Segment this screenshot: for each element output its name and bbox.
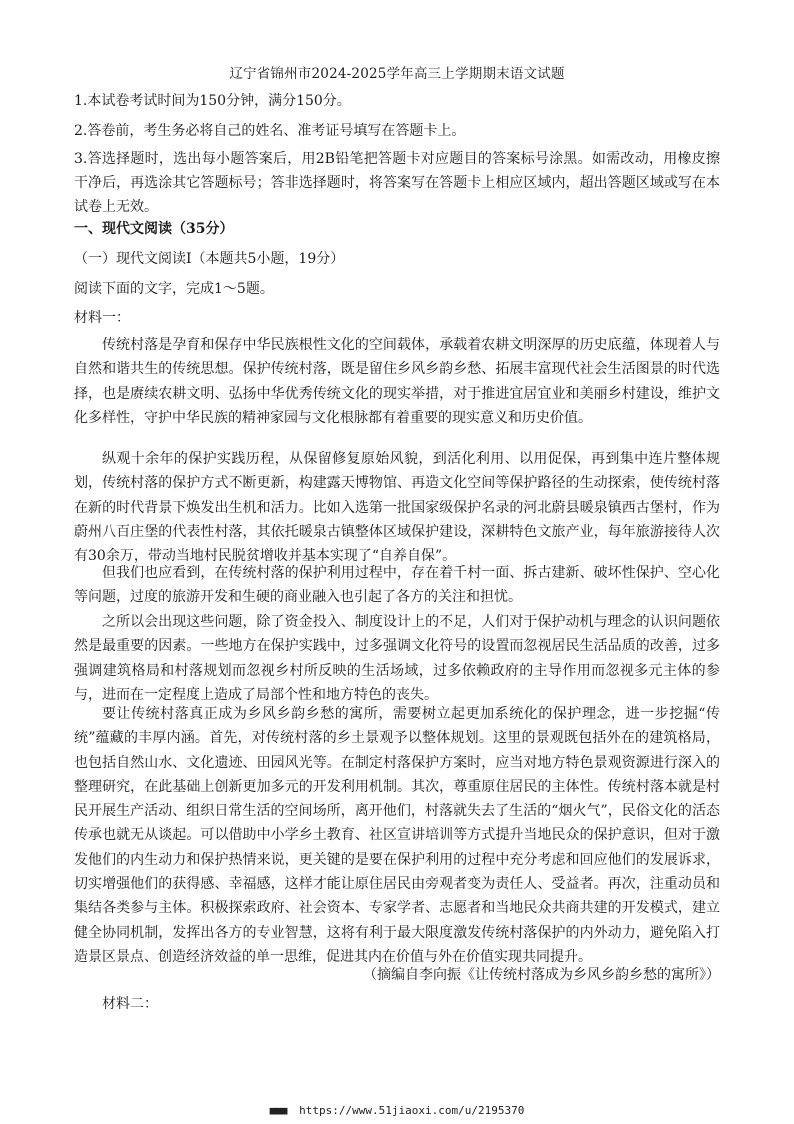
reading-prompt: 阅读下面的文字，完成1～5题。	[74, 281, 274, 297]
paragraph-1: 传统村落是孕育和保存中华民族根性文化的空间载体，承载着农耕文明深厚的历史底蕴，体现着人与自然和谐共生的传统思想。保护传统村落，既是留住乡风乡韵乡愁、拓展丰富现代社会生活图景的时代选择，也是赓续农耕文明、弘扬中华优秀传统文化的现实举措，对于推进宜居宜业和美丽乡村建设，维护文化多样性，守护中华民族的精神家园与文化根脉都有着重要的现实意义和历史价值。	[74, 337, 720, 426]
instruction-3: 3.答选择题时，选出每小题答案后，用2B铅笔把答题卡对应题目的答案标号涂黑。如需改动，用橡皮擦干净后，再选涂其它答题标号；答非选择题时，将答案写在答题卡上相应区域内，超出答题区域或写在本试卷上无效。	[74, 151, 720, 215]
material-2-label: 材料二：	[102, 996, 158, 1012]
footer-url[interactable]: https://www.51jiaoxi.com/u/2195370	[299, 1104, 525, 1117]
instruction-1: 1.本试卷考试时间为150分钟，满分150分。	[74, 93, 351, 109]
subsection-heading: （一）现代文阅读Ⅰ（本题共5小题，19分）	[74, 251, 345, 267]
section-heading: 一、现代文阅读（35分）	[74, 221, 234, 237]
paragraph-5: 要让传统村落真正成为乡风乡韵乡愁的寓所，需要树立起更加系统化的保护理念，进一步挖掘“传统”蕴藏的丰厚内涵。首先，对传统村落的乡土景观予以整体规划。这里的景观既包括外在的建筑格局，也包括自然山水、文化遗迹、田园风光等。在制定村落保护方案时，应当对地方特色景观资源进行深入的整理研究，在此基础上创新更加多元的开发利用机制。其次，尊重原住居民的主体性。传统村落本就是村民开展生产活动、组织日常生活的空间场所，离开他们，村落就失去了生活的“烟火气”，民俗文化的活态传承也就无从谈起。可以借助中小学乡土教育、社区宣讲培训等方式提升当地民众的保护意识，但对于激发他们的内生动力和保护热情来说，更关键的是要在保护利用的过程中充分考虑和回应他们的发展诉求，切实增强他们的获得感、幸福感，这样才能让原住居民由旁观者变为责任人、受益者。再次，注重动员和集结各类参与主体。积极探索政府、社会资本、专家学者、志愿者和当地民众共商共建的开发模式，建立健全协同机制，发挥出各方的专业智慧，这将有利于最大限度激发传统村落保护的内外动力，避免陷入打造景区景点、创造经济效益的单一思维，促进其内在价值与外在价值实现共同提升。	[74, 706, 720, 965]
footer-decoration: ■■■	[269, 1104, 287, 1117]
page-footer	[0, 1104, 794, 1117]
material-1-label: 材料一：	[74, 310, 130, 326]
paragraph-4: 之所以会出现这些问题，除了资金投入、制度设计上的不足，人们对于保护动机与理念的认识问题依然是最重要的因素。一些地方在保护实践中，过多强调文化符号的设置而忽视居民生活品质的改善，过多强调建筑格局和村落规划而忽视乡村所反映的生活场域，过多依赖政府的主导作用而忽视多元主体的参与，进而在一定程度上造成了局部个性和地方特色的丧失。	[74, 614, 720, 703]
paragraph-2: 纵观十余年的保护实践历程，从保留修复原始风貌，到活化利用、以用促保，再到集中连片整体规划，传统村落的保护方式不断更新，构建露天博物馆、再造文化空间等保护路径的生动探索，使传统村落在新的时代背景下焕发出生机和活力。比如入选第一批国家级保护名录的河北蔚县暖泉镇西古堡村，作为蔚州八百庄堡的代表性村落，其依托暖泉古镇整体区域保护建设，深耕特色文旅产业，每年旅游接待人次有30余万，带动当地村民脱贫增收并基本实现了“自养自保”。	[74, 451, 720, 565]
page-title: 辽宁省锦州市2024-2025学年高三上学期期末语文试题	[229, 66, 565, 82]
paragraph-3: 但我们也应看到，在传统村落的保护利用过程中，存在着千村一面、拆古建新、破坏性保护、空心化等问题，过度的旅游开发和生硬的商业融入也引起了各方的关注和担忧。	[74, 565, 720, 606]
source-citation: （摘编自李向振《让传统村落成为乡风乡韵乡愁的寓所》）	[363, 967, 720, 983]
instruction-2: 2.答卷前，考生务必将自己的姓名、准考证号填写在答题卡上。	[74, 123, 466, 139]
